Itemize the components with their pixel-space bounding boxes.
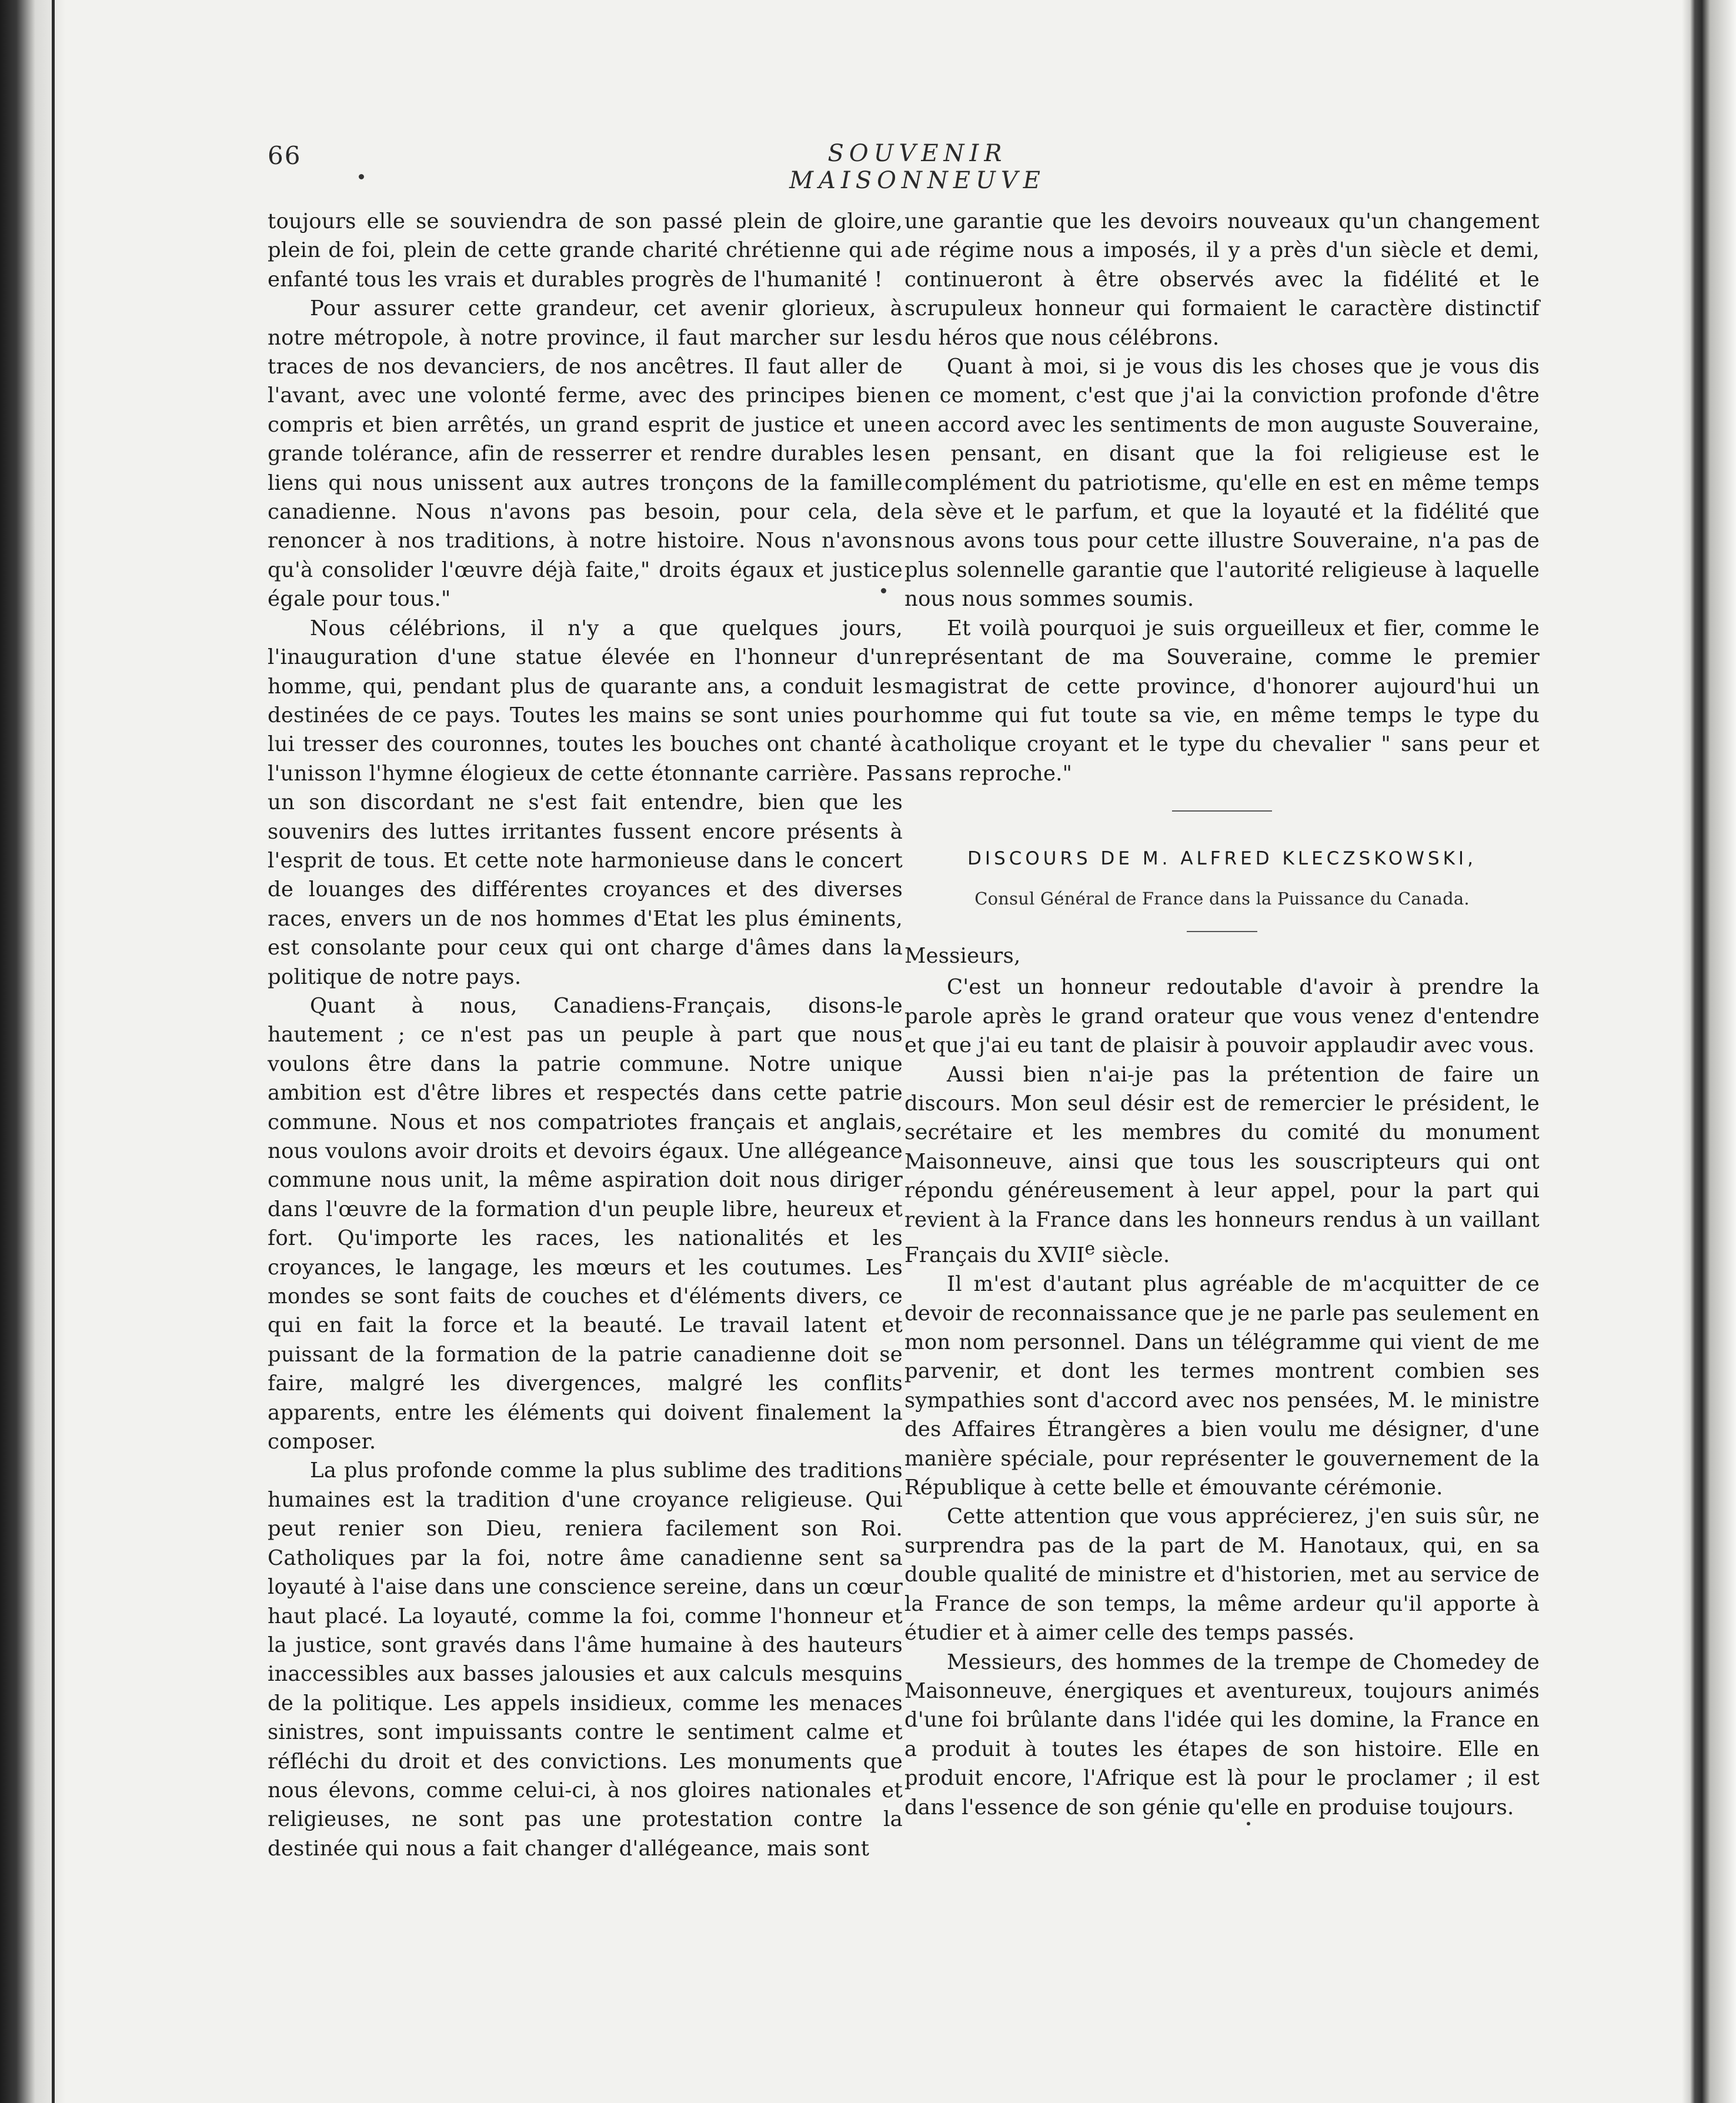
speck	[359, 174, 364, 179]
paragraph: Nous célébrions, il n'y a que quelques jours, l'inauguration d'une statue élevée en l'honneur d'un homme, qui, pendant plus de quarante ans, a conduit les destinées de ce pays. Toutes les mains se sont unies pour lui tresser des couronnes, toutes les bouches ont chanté à l'unisson l'hymne élogieux de cette étonnante carrière. Pas un son discordant ne s'est fait entendre, bien que les souvenirs des luttes irritantes fussent encore présents à l'esprit de tous. Et cette note harmonieuse dans le concert de louanges des différentes croyances et des diverses races, envers un de nos hommes d'Etat les plus éminents, est consolante pour ceux qui ont charge d'âmes dans la politique de notre pays.	[268, 616, 903, 989]
paragraph: La plus profonde comme la plus sublime des traditions humaines est la tradition d'une croyance religieuse. Qui peut renier son Dieu, reniera facilement son Roi. Catholiques par la foi, notre âme canadienne sent sa loyauté à l'aise dans une conscience sereine, dans un cœur haut placé. La loyauté, comme la foi, comme l'honneur et la justice, sont gravés dans l'âme humaine à des hauteurs inaccessibles aux basses jalousies et aux calculs mesquins de la politique. Les appels insidieux, comme les menaces sinistres, sont impuissants contre le sentiment calme et réfléchi du droit et des convictions. Les monuments que nous élevons, comme celui-ci, à nos gloires nationales et religieuses, ne sont pas une protestation contre la destinée qui nous a fait changer d'allégeance, mais sont	[268, 1458, 903, 1861]
paragraph: Et voilà pourquoi je suis orgueilleux et fier, comme le représentant de ma Souveraine, comme le premier magistrat de cette province, d'honorer aujourd'hui un homme qui fut toute sa vie, en même temps le type du catholique croyant et le type du chevalier " sans peur et sans reproche."	[904, 616, 1540, 786]
running-head: SOUVENIR MAISONNEUVE	[789, 140, 1046, 194]
subsection-divider	[1187, 931, 1257, 932]
section-title: DISCOURS DE M. ALFRED KLECZSKOWSKI,	[967, 848, 1477, 870]
paragraph: Il m'est d'autant plus agréable de m'acquitter de ce devoir de reconnaissance que je ne parle pas seulement en mon nom personnel. Dans un télégramme qui vient de me parvenir, et dont les termes montrent combien ses sympathies sont d'accord avec nos pensées, M. le ministre des Affaires Étrangères a bien voulu me désigner, d'une manière spéciale, pour représenter le gouvernement de la République à cette belle et émouvante cérémonie.	[904, 1272, 1540, 1500]
paragraph: C'est un honneur redoutable d'avoir à prendre la parole après le grand orateur que vous venez d'entendre et que j'ai eu tant de plaisir à pouvoir applaudir avec vous.	[904, 975, 1540, 1058]
section-subtitle: Consul Général de France dans la Puissance du Canada.	[974, 888, 1470, 909]
paragraph	[904, 1060, 1540, 1270]
scan-left-edge	[0, 0, 66, 2103]
page-number: 66	[268, 141, 302, 170]
speck	[1247, 1822, 1250, 1825]
paragraph: Quant à nous, Canadiens-Français, disons-le hautement ; ce n'est pas un peuple à part que nous voulons être dans la patrie commune. Notre unique ambition est d'être libres et respectés dans cette patrie commune. Nous et nos compatriotes français et anglais, nous voulons avoir droits et devoirs égaux. Une allégeance commune nous unit, la même aspiration doit nous diriger dans l'œuvre de la formation d'un peuple libre, heureux et fort. Qu'importe les races, les nationalités et les croyances, le langage, les mœurs et les coutumes. Les mondes se sont faits de couches et d'éléments divers, ce qui en fait la force et la beauté. Le travail latent et puissant de la formation de la patrie canadienne doit se faire, malgré les divergences, malgré les conflits apparents, entre les éléments qui doivent finalement la composer.	[268, 993, 903, 1454]
paragraph: Cette attention que vous apprécierez, j'en suis sûr, ne surprendra pas de la part de M. Hanotaux, qui, en sa double qualité de ministre et d'historien, met au service de la France de son temps, la même ardeur qu'il apporte à étudier et à aimer celle des temps passés.	[904, 1504, 1540, 1645]
scan-right-edge	[1682, 0, 1736, 2103]
salutation: Messieurs,	[904, 943, 1021, 968]
scan-binding-line	[52, 0, 55, 2103]
century-numeral: XVII	[1037, 1243, 1085, 1267]
century-tail: siècle.	[1095, 1243, 1170, 1267]
paragraph: toujours elle se souviendra de son passé plein de gloire, plein de foi, plein de cette grande charité chrétienne qui a enfanté tous les vrais et durables progrès de l'humanité !	[268, 209, 903, 292]
century-suffix: e	[1084, 1239, 1096, 1259]
left-column	[268, 207, 903, 1863]
paragraph: Messieurs, des hommes de la trempe de Chomedey de Maisonneuve, énergiques et aventureux, toujours animés d'une foi brûlante dans l'idée qui les domine, la France en a produit à toutes les étapes de son histoire. Elle en produit encore, l'Afrique est là pour le proclamer ; il est dans l'essence de son génie qu'elle en produise toujours.	[904, 1650, 1540, 1820]
section-divider	[1172, 810, 1272, 812]
paragraph: Pour assurer cette grandeur, cet avenir glorieux, à notre métropole, à notre province, il faut marcher sur les traces de nos devanciers, de nos ancêtres. Il faut aller de l'avant, avec une volonté ferme, avec des principes bien compris et bien arrêtés, un grand esprit de justice et une grande tolérance, afin de resserrer et rendre durables les liens qui nous unissent aux autres tronçons de la famille canadienne. Nous n'avons pas besoin, pour cela, de renoncer à nos traditions, à notre histoire. Nous n'avons qu'à consolider l'œuvre déjà faite," droits égaux et justice égale pour tous."	[268, 296, 903, 612]
paragraph-text: Aussi bien n'ai-je pas la prétention de faire un discours. Mon seul désir est de remercier le président, le secrétaire et les membres du comité du monument Maisonneuve, ainsi que tous les souscripteurs qui ont répondu généreusement à leur appel, pour la part qui revient à la France dans les honneurs rendus à un vaillant Français du	[904, 1062, 1540, 1267]
right-column	[904, 207, 1540, 1822]
paragraph: Quant à moi, si je vous dis les choses que je vous dis en ce moment, c'est que j'ai la conviction profonde d'être en accord avec les sentiments de mon auguste Souveraine, en pensant, en disant que la foi religieuse est le complément du patriotisme, qu'elle en est en même temps la sève et le parfum, et que la loyauté et la fidélité que nous avons tous pour cette illustre Souveraine, n'a pas de plus solennelle garantie que l'autorité religieuse à laquelle nous nous sommes soumis.	[904, 355, 1540, 612]
paragraph: une garantie que les devoirs nouveaux qu'un changement de régime nous a imposés, il y a près d'un siècle et demi, continueront à être observés avec la fidélité et le scrupuleux honneur qui formaient le caractère distinctif du héros que nous célébrons.	[904, 209, 1540, 350]
